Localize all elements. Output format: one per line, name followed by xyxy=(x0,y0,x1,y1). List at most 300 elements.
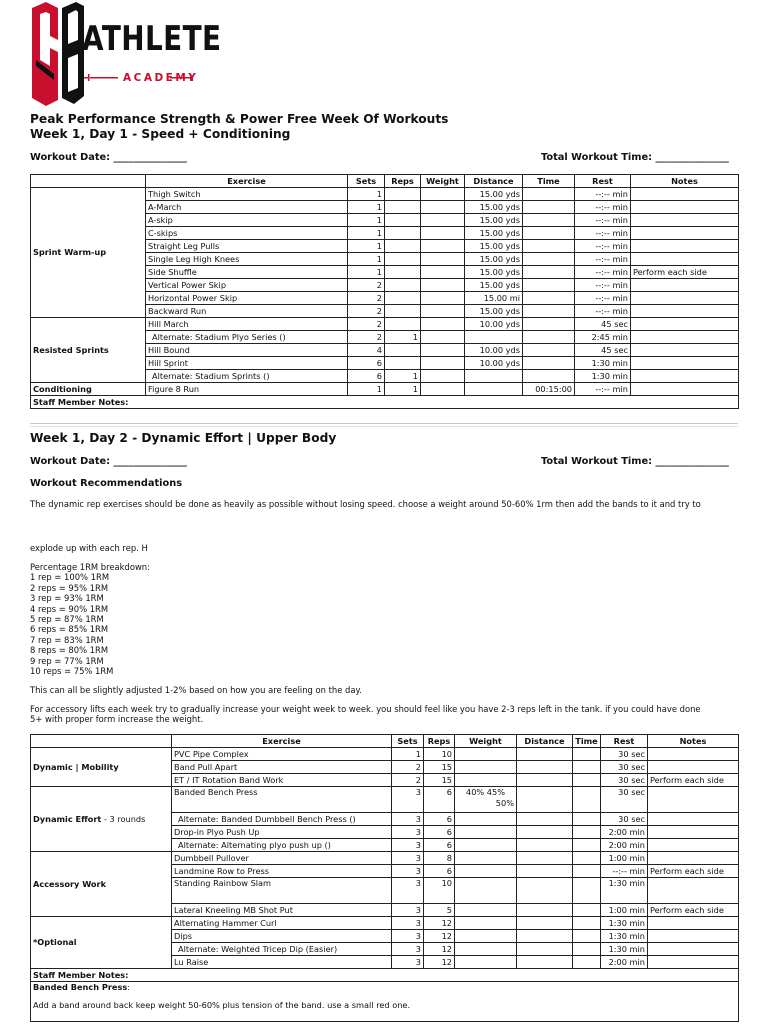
weight-cell xyxy=(421,305,465,318)
notes-cell: Perform each side xyxy=(631,266,739,279)
exercise-cell: Alternate: Alternating plyo push up () xyxy=(172,839,392,852)
rest-cell: 2:00 min xyxy=(601,956,648,969)
recommendation-text xyxy=(30,499,701,509)
reps-cell: 6 xyxy=(424,826,455,839)
distance-cell xyxy=(517,813,573,826)
distance-cell xyxy=(517,917,573,930)
rest-cell: 1:00 min xyxy=(601,852,648,865)
distance-cell xyxy=(517,865,573,878)
weight-cell xyxy=(421,214,465,227)
header-cell: Exercise xyxy=(172,735,392,748)
weight-cell xyxy=(455,774,517,787)
sets-cell: 3 xyxy=(392,839,424,852)
exercise-cell: Hill March xyxy=(146,318,348,331)
header-cell: Reps xyxy=(385,175,421,188)
distance-cell: 15.00 mi xyxy=(465,292,523,305)
table-row xyxy=(31,852,739,865)
weight-cell xyxy=(455,839,517,852)
section-divider xyxy=(30,423,738,424)
exercise-cell: Alternate: Stadium Sprints () xyxy=(146,370,348,383)
percentage-line: 6 reps = 85% 1RM xyxy=(30,624,109,635)
sets-cell: 2 xyxy=(348,279,385,292)
day2-total-time: Total Workout Time: _______________ xyxy=(541,456,729,467)
exercise-cell: Lateral Kneeling MB Shot Put xyxy=(172,904,392,917)
header-cell: Sets xyxy=(348,175,385,188)
weight-cell xyxy=(455,761,517,774)
weight-cell xyxy=(421,253,465,266)
sets-cell: 1 xyxy=(392,748,424,761)
time-cell xyxy=(573,956,601,969)
header-cell: Weight xyxy=(455,735,517,748)
reps-cell xyxy=(385,318,421,331)
day1-total-time: Total Workout Time: _______________ xyxy=(541,152,729,163)
exercise-cell: A-March xyxy=(146,201,348,214)
notes-cell: Perform each side xyxy=(648,774,739,787)
reps-cell xyxy=(385,188,421,201)
reps-cell: 12 xyxy=(424,956,455,969)
weight-cell xyxy=(421,357,465,370)
notes-cell xyxy=(631,318,739,331)
time-cell xyxy=(523,344,575,357)
rest-cell: 30 sec xyxy=(601,787,648,813)
group-name: Resisted Sprints xyxy=(33,344,109,355)
rest-cell: 2:00 min xyxy=(601,826,648,839)
weight-cell xyxy=(455,917,517,930)
time-cell xyxy=(573,787,601,813)
exercise-cell: Vertical Power Skip xyxy=(146,279,348,292)
weight-cell xyxy=(421,266,465,279)
reps-cell: 6 xyxy=(424,839,455,852)
exercise-cell: Alternate: Stadium Plyo Series () xyxy=(146,331,348,344)
exercise-cell: Alternating Hammer Curl xyxy=(172,917,392,930)
table-header-row xyxy=(31,735,739,748)
weight-cell xyxy=(421,318,465,331)
sets-cell: 1 xyxy=(348,201,385,214)
reps-cell xyxy=(385,292,421,305)
weight-cell xyxy=(421,331,465,344)
group-name: *Optional xyxy=(33,937,77,947)
weight-cell xyxy=(455,813,517,826)
program-title: Peak Performance Strength & Power Free Week Of Workouts xyxy=(30,112,449,126)
reps-cell: 15 xyxy=(424,761,455,774)
percentage-line: 2 reps = 95% 1RM xyxy=(30,582,109,593)
notes-cell xyxy=(648,839,739,852)
header-group xyxy=(31,735,172,748)
percentage-line: 5 rep = 87% 1RM xyxy=(30,614,104,625)
rest-cell: --:-- min xyxy=(601,865,648,878)
sets-cell: 4 xyxy=(348,344,385,357)
time-cell xyxy=(523,253,575,266)
rest-cell: --:-- min xyxy=(575,305,631,318)
exercise-cell: Horizontal Power Skip xyxy=(146,292,348,305)
time-cell xyxy=(573,943,601,956)
notes-cell xyxy=(631,279,739,292)
notes-cell xyxy=(631,227,739,240)
adjust-note xyxy=(30,685,362,695)
sets-cell: 1 xyxy=(348,266,385,279)
exercise-cell: C-skips xyxy=(146,227,348,240)
header-cell: Notes xyxy=(631,175,739,188)
header-cell: Distance xyxy=(465,175,523,188)
reps-cell xyxy=(385,279,421,292)
reps-cell: 15 xyxy=(424,774,455,787)
group-name: Sprint Warm-up xyxy=(33,247,107,257)
sets-cell: 2 xyxy=(348,331,385,344)
notes-cell xyxy=(648,917,739,930)
weight-cell xyxy=(455,852,517,865)
distance-cell xyxy=(517,852,573,865)
notes-cell xyxy=(648,761,739,774)
reps-cell: 12 xyxy=(424,917,455,930)
header-cell: Distance xyxy=(517,735,573,748)
sets-cell: 3 xyxy=(392,943,424,956)
bench-note-colon: : xyxy=(127,982,130,992)
exercise-cell: Standing Rainbow Slam xyxy=(172,878,392,904)
staff-notes-label: Staff Member Notes: xyxy=(31,396,739,409)
group-label xyxy=(31,318,146,383)
bench-note-title: Banded Bench Press xyxy=(33,982,128,992)
header-cell: Time xyxy=(573,735,601,748)
group-name: Accessory Work xyxy=(33,878,107,889)
exercise-cell: Landmine Row to Press xyxy=(172,865,392,878)
time-cell xyxy=(523,318,575,331)
sets-cell: 6 xyxy=(348,370,385,383)
sets-cell: 3 xyxy=(392,956,424,969)
reps-cell: 1 xyxy=(385,370,421,383)
time-cell xyxy=(573,774,601,787)
group-label xyxy=(31,748,172,787)
weight-line: 50% xyxy=(495,798,514,808)
reps-cell: 6 xyxy=(424,865,455,878)
exercise-cell: PVC Pipe Complex xyxy=(172,748,392,761)
time-cell xyxy=(523,266,575,279)
percentage-breakdown xyxy=(30,562,150,676)
sets-cell: 1 xyxy=(348,383,385,396)
distance-cell xyxy=(465,370,523,383)
notes-cell xyxy=(648,878,739,904)
exercise-cell: Hill Sprint xyxy=(146,357,348,370)
sets-cell: 3 xyxy=(392,930,424,943)
table-row xyxy=(31,917,739,930)
group-name-suffix: - 3 rounds xyxy=(101,813,146,824)
distance-cell xyxy=(517,904,573,917)
rest-cell: --:-- min xyxy=(575,201,631,214)
rest-cell: 2:45 min xyxy=(575,331,631,344)
exercise-cell: Side Shuffle xyxy=(146,266,348,279)
distance-cell xyxy=(517,956,573,969)
weight-cell xyxy=(455,943,517,956)
header-group xyxy=(31,175,146,188)
weight-cell xyxy=(421,279,465,292)
exercise-cell: Single Leg High Knees xyxy=(146,253,348,266)
header-cell: Weight xyxy=(421,175,465,188)
weight-cell xyxy=(455,865,517,878)
group-label xyxy=(31,917,172,969)
distance-cell: 15.00 yds xyxy=(465,266,523,279)
exercise-cell: Backward Run xyxy=(146,305,348,318)
reps-cell: 6 xyxy=(424,787,455,813)
rest-cell: --:-- min xyxy=(575,383,631,396)
distance-cell: 15.00 yds xyxy=(465,214,523,227)
group-label xyxy=(31,852,172,917)
reps-cell xyxy=(385,201,421,214)
percentage-line: 10 reps = 75% 1RM xyxy=(30,666,114,677)
weight-cell xyxy=(455,748,517,761)
logo-subtitle: ACADEMY xyxy=(123,72,199,84)
notes-cell: Perform each side xyxy=(648,865,739,878)
reps-cell: 10 xyxy=(424,878,455,904)
header-cell: Rest xyxy=(601,735,648,748)
rest-cell: 1:30 min xyxy=(575,357,631,370)
sets-cell: 1 xyxy=(348,240,385,253)
notes-cell xyxy=(631,331,739,344)
header-cell: Reps xyxy=(424,735,455,748)
day2-workout-date: Workout Date: _______________ xyxy=(30,456,187,467)
table-header-row xyxy=(31,175,739,188)
weight-line: 40% 45% xyxy=(466,787,505,797)
sets-cell: 2 xyxy=(348,305,385,318)
time-cell xyxy=(523,201,575,214)
header-cell: Rest xyxy=(575,175,631,188)
table-row xyxy=(31,787,739,813)
exercise-cell: ET / IT Rotation Band Work xyxy=(172,774,392,787)
logo-wordmark: ATHLETE xyxy=(82,19,222,59)
rest-cell: 45 sec xyxy=(575,318,631,331)
time-cell xyxy=(573,917,601,930)
time-cell xyxy=(573,930,601,943)
bench-note-text: Add a band around back keep weight 50-60% plus tension of the band. use a small red one. xyxy=(33,1000,411,1010)
time-cell: 00:15:00 xyxy=(523,383,575,396)
rest-cell: 30 sec xyxy=(601,774,648,787)
distance-cell xyxy=(465,331,523,344)
exercise-cell: Alternate: Banded Dumbbell Bench Press () xyxy=(172,813,392,826)
rest-cell: 30 sec xyxy=(601,761,648,774)
recommendation-text xyxy=(30,543,148,553)
rest-cell: 1:00 min xyxy=(601,904,648,917)
weight-cell xyxy=(421,383,465,396)
percentage-line: 4 reps = 90% 1RM xyxy=(30,603,109,614)
notes-cell xyxy=(648,748,739,761)
sets-cell: 3 xyxy=(392,878,424,904)
distance-cell xyxy=(517,787,573,813)
distance-cell: 15.00 yds xyxy=(465,240,523,253)
notes-cell xyxy=(648,826,739,839)
day1-workout-table xyxy=(30,174,739,409)
distance-cell: 15.00 yds xyxy=(465,305,523,318)
bench-note-row xyxy=(31,982,739,1022)
group-label xyxy=(31,188,146,318)
distance-cell: 10.00 yds xyxy=(465,318,523,331)
distance-cell: 15.00 yds xyxy=(465,188,523,201)
percentage-line: 1 rep = 100% 1RM xyxy=(30,572,110,583)
weight-cell xyxy=(421,344,465,357)
table-row xyxy=(31,748,739,761)
time-cell xyxy=(573,852,601,865)
exercise-cell: Lu Raise xyxy=(172,956,392,969)
notes-cell xyxy=(631,292,739,305)
notes-cell: Perform each side xyxy=(648,904,739,917)
recommendation-line: The dynamic rep exercises should be done as heavily as possible without losing speed. choose a weight around 50-60% 1rm then add the bands to it and try to xyxy=(30,499,701,509)
distance-cell xyxy=(517,826,573,839)
weight-cell xyxy=(455,904,517,917)
exercise-cell: Straight Leg Pulls xyxy=(146,240,348,253)
group-name: Dynamic Effort xyxy=(33,813,102,824)
sets-cell: 1 xyxy=(348,227,385,240)
time-cell xyxy=(523,305,575,318)
distance-cell xyxy=(517,839,573,852)
time-cell xyxy=(523,331,575,344)
sets-cell: 2 xyxy=(392,774,424,787)
table-row xyxy=(31,188,739,201)
time-cell xyxy=(573,748,601,761)
sets-cell: 3 xyxy=(392,904,424,917)
percentage-line: 8 reps = 80% 1RM xyxy=(30,645,109,656)
notes-cell xyxy=(631,201,739,214)
weight-cell xyxy=(455,826,517,839)
time-cell xyxy=(573,826,601,839)
distance-cell xyxy=(517,878,573,904)
reps-cell: 1 xyxy=(385,331,421,344)
section-divider xyxy=(30,426,738,427)
staff-notes-row xyxy=(31,396,739,409)
weight-cell xyxy=(455,956,517,969)
time-cell xyxy=(573,761,601,774)
time-cell xyxy=(523,227,575,240)
reps-cell xyxy=(385,305,421,318)
exercise-cell: Hill Bound xyxy=(146,344,348,357)
time-cell xyxy=(573,904,601,917)
accessory-note xyxy=(30,704,701,725)
adjust-line: This can all be slightly adjusted 1-2% based on how you are feeling on the day. xyxy=(30,685,362,695)
accessory-line: 5+ with proper form increase the weight. xyxy=(30,714,204,725)
athlete-academy-logo xyxy=(28,0,222,108)
rest-cell: --:-- min xyxy=(575,214,631,227)
distance-cell xyxy=(517,761,573,774)
day2-workout-table xyxy=(30,734,739,1022)
time-cell xyxy=(523,292,575,305)
percentage-line: 9 rep = 77% 1RM xyxy=(30,655,104,666)
reps-cell: 6 xyxy=(424,813,455,826)
notes-cell xyxy=(631,188,739,201)
percentage-line: 3 rep = 93% 1RM xyxy=(30,593,104,604)
notes-cell xyxy=(631,253,739,266)
notes-cell xyxy=(648,943,739,956)
reps-cell: 10 xyxy=(424,748,455,761)
sets-cell: 2 xyxy=(392,761,424,774)
weight-cell xyxy=(455,930,517,943)
exercise-cell: Band Pull Apart xyxy=(172,761,392,774)
sets-cell: 3 xyxy=(392,826,424,839)
reps-cell xyxy=(385,344,421,357)
distance-cell xyxy=(517,774,573,787)
exercise-cell: Banded Bench Press xyxy=(172,787,392,813)
rest-cell: 30 sec xyxy=(601,813,648,826)
notes-cell xyxy=(631,370,739,383)
reps-cell xyxy=(385,266,421,279)
exercise-cell: A-skip xyxy=(146,214,348,227)
exercise-cell: Dumbbell Pullover xyxy=(172,852,392,865)
reps-cell: 12 xyxy=(424,930,455,943)
percentage-line: 7 rep = 83% 1RM xyxy=(30,634,104,645)
notes-cell xyxy=(648,813,739,826)
sets-cell: 6 xyxy=(348,357,385,370)
weight-cell xyxy=(455,787,517,813)
sets-cell: 1 xyxy=(348,188,385,201)
time-cell xyxy=(523,188,575,201)
time-cell xyxy=(573,878,601,904)
sets-cell: 2 xyxy=(348,292,385,305)
time-cell xyxy=(523,214,575,227)
time-cell xyxy=(523,357,575,370)
weight-cell xyxy=(421,227,465,240)
accessory-line: For accessory lifts each week try to gradually increase your weight week to week. you should feel like you have 2-3 reps left in the tank. if you could have done xyxy=(30,704,701,714)
exercise-cell: Drop-in Plyo Push Up xyxy=(172,826,392,839)
sets-cell: 1 xyxy=(348,253,385,266)
exercise-cell: Figure 8 Run xyxy=(146,383,348,396)
rest-cell: 1:30 min xyxy=(601,930,648,943)
weight-cell xyxy=(421,201,465,214)
weight-cell xyxy=(455,878,517,904)
rest-cell: --:-- min xyxy=(575,266,631,279)
reps-cell: 8 xyxy=(424,852,455,865)
reps-cell xyxy=(385,357,421,370)
reps-cell xyxy=(385,227,421,240)
rest-cell: 1:30 min xyxy=(601,917,648,930)
exercise-cell: Thigh Switch xyxy=(146,188,348,201)
notes-cell xyxy=(648,852,739,865)
exercise-cell: Dips xyxy=(172,930,392,943)
rest-cell: --:-- min xyxy=(575,188,631,201)
rest-cell: --:-- min xyxy=(575,292,631,305)
reps-cell: 1 xyxy=(385,383,421,396)
rest-cell: --:-- min xyxy=(575,279,631,292)
workout-recommendations-title: Workout Recommendations xyxy=(30,478,183,489)
sets-cell: 1 xyxy=(348,214,385,227)
recommendation-line: explode up with each rep. H xyxy=(30,543,148,553)
rest-cell: 45 sec xyxy=(575,344,631,357)
rest-cell: 1:30 min xyxy=(601,878,648,904)
time-cell xyxy=(573,839,601,852)
rest-cell: --:-- min xyxy=(575,227,631,240)
time-cell xyxy=(523,279,575,292)
notes-cell xyxy=(648,787,739,813)
header-cell: Exercise xyxy=(146,175,348,188)
notes-cell xyxy=(648,930,739,943)
distance-cell xyxy=(465,383,523,396)
percentage-list xyxy=(30,572,150,676)
time-cell xyxy=(573,865,601,878)
sets-cell: 3 xyxy=(392,852,424,865)
notes-cell xyxy=(631,305,739,318)
notes-cell xyxy=(631,357,739,370)
distance-cell xyxy=(517,943,573,956)
header-cell: Sets xyxy=(392,735,424,748)
rest-cell: 1:30 min xyxy=(575,370,631,383)
exercise-cell: Alternate: Weighted Tricep Dip (Easier) xyxy=(172,943,392,956)
notes-cell xyxy=(631,383,739,396)
reps-cell xyxy=(385,240,421,253)
table-row xyxy=(31,318,739,331)
rest-cell: 1:30 min xyxy=(601,943,648,956)
distance-cell: 10.00 yds xyxy=(465,357,523,370)
group-name: Dynamic | Mobility xyxy=(33,761,119,772)
distance-cell: 15.00 yds xyxy=(465,227,523,240)
distance-cell xyxy=(517,930,573,943)
rest-cell: --:-- min xyxy=(575,253,631,266)
distance-cell: 15.00 yds xyxy=(465,279,523,292)
header-cell: Time xyxy=(523,175,575,188)
staff-notes-label: Staff Member Notes: xyxy=(31,969,739,982)
